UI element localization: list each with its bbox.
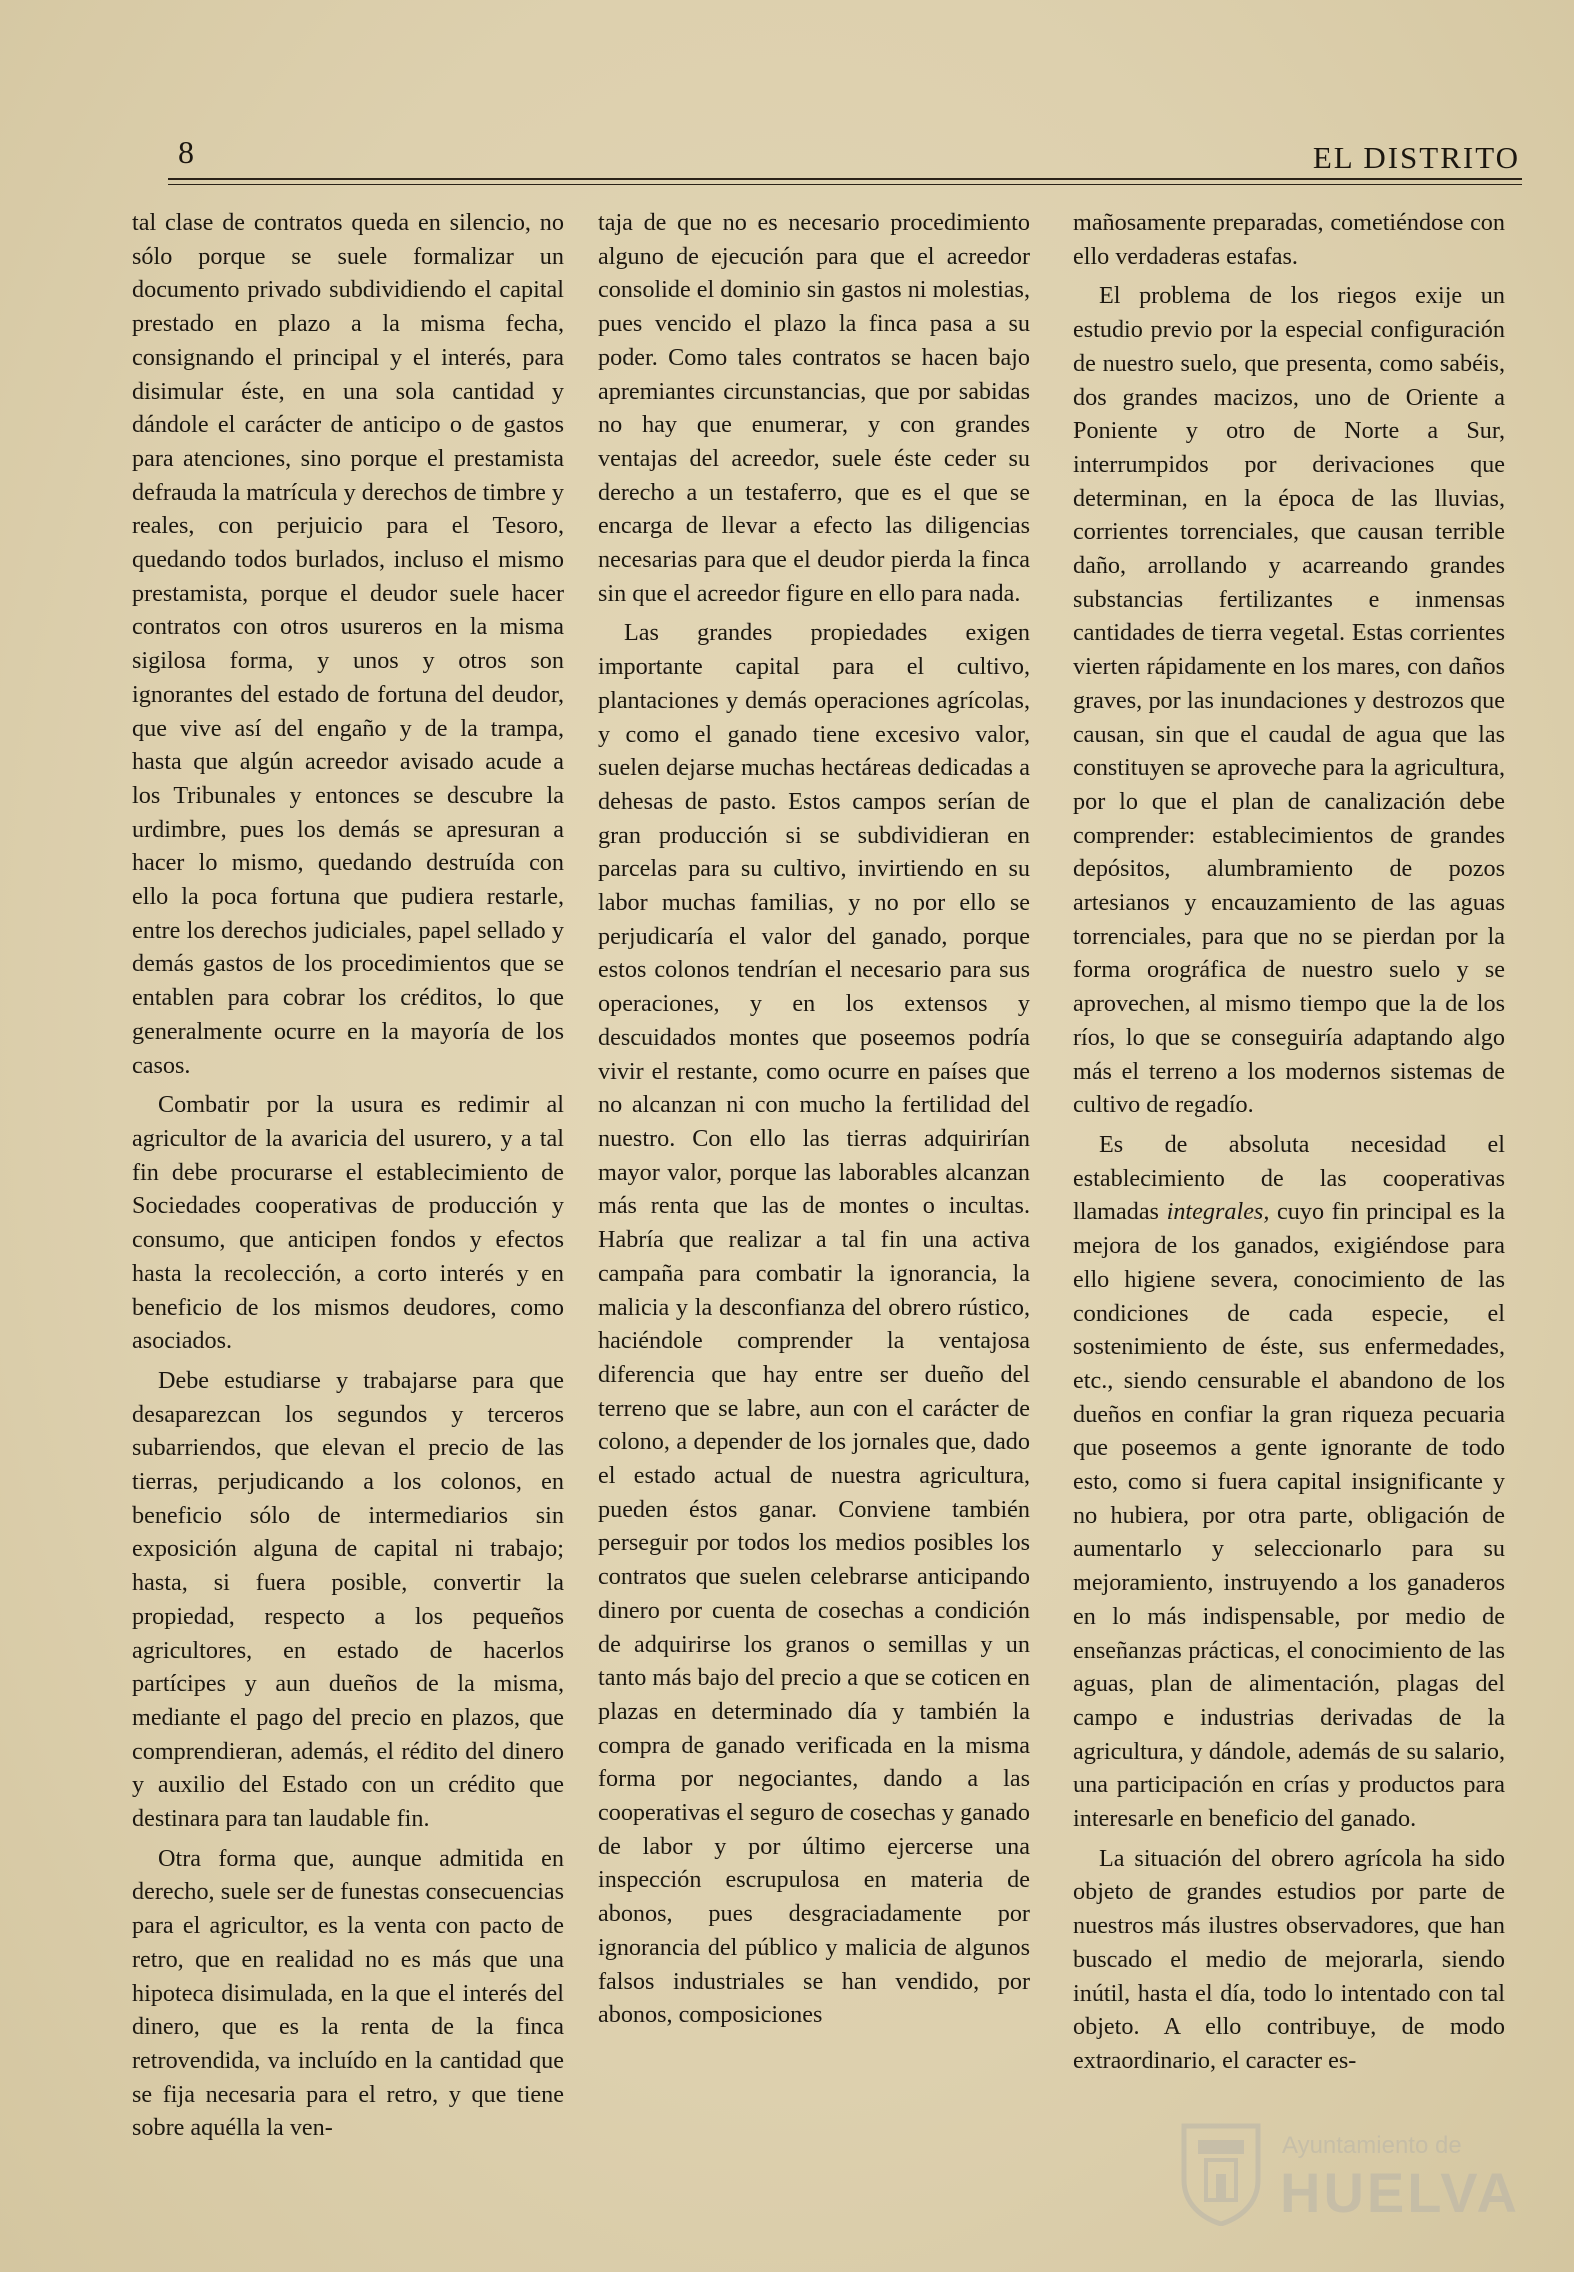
- paragraph: Debe estudiarse y trabajarse para que desaparezcan los segundos y terceros subarriendos, que elevan el precio de las tierras, perjudicando a los colonos, en beneficio sólo de intermediarios sin exposición alguna de capital ni trabajo; hasta, si fuera posible, convertir la propiedad, respecto a los pequeños agricultores, en estado de hacerlos partícipes y aun dueños de la misma, mediante el pago del precio en plazos, que comprendieran, además, el rédito del dinero y auxilio del Estado con un crédito que destinara para tan laudable fin.: [132, 1366, 564, 1833]
- header-rule: [168, 178, 1522, 180]
- coat-of-arms-icon: [1178, 2122, 1264, 2226]
- archive-watermark: [1172, 2122, 1520, 2232]
- paragraph: El problema de los riegos exije un estudio previo por la especial configuración de nuestro suelo, que presenta, como sabéis, dos grandes macizos, uno de Oriente a Poniente y otro de Norte a Sur, interrumpidos por derivaciones que determinan, en la época de las lluvias, corrientes torrenciales, que causan terrible daño, arrollando y acarreando grandes substancias fertilizantes e inmensas cantidades de tierra vegetal. Estas corrientes vierten rápidamente en los mares, con daños graves, por las inundaciones y destrozos que causan, sin que el caudal de agua que las constituyen se aproveche para la agricultura, por lo que el plan de canalización debe comprender: establecimientos de grandes depósitos, alumbramiento de pozos artesianos y encauzamiento de las aguas torrenciales, para que no se pierdan por la forma orográfica de nuestro suelo y se aprovechen, al mismo tiempo que la de los ríos, lo que se conseguiría adaptando algo más el terreno a los modernos sistemas de cultivo de regadío.: [1073, 282, 1505, 1119]
- paragraph: Combatir por la usura es redimir al agricultor de la avaricia del usurero, y a tal fin debe procurarse el establecimiento de Sociedades cooperativas de producción y consumo, que anticipen fondos y efectos hasta la recolección, a corto interés y en beneficio de los mismos deudores, como asociados.: [132, 1091, 564, 1355]
- paragraph-text: cuyo fin principal es la mejora de los ganados, exigiéndose para ello higiene severa, conocimiento de las condiciones de cada especie, el sostenimiento de éste, sus enfermedades, etc., siendo censurable el abandono de los dueños en confiar la gran riqueza pecuaria que poseemos a gente ignorante de todo esto, como si fuera capital insignificante y no hubiera, por otra parte, obligación de aumentarlo y seleccionarlo para su mejoramiento, instruyendo a los ganaderos en lo más indispensable, por medio de enseñanzas prácticas, el conocimiento de las aguas, plan de alimentación, plagas del campo e industrias derivadas de la agricultura, y dándole, además de su salario, una participación en crías y productos para interesarle en beneficio del ganado.: [1073, 1198, 1506, 1833]
- watermark-line-1: Ayuntamiento de: [1282, 2132, 1462, 2159]
- paragraph-text: Es de absoluta necesidad el establecimiento de las cooperativas llamadas: [1073, 1130, 1505, 1226]
- paragraph: mañosamente preparadas, cometiéndose con ello verdaderas estafas.: [1073, 209, 1505, 270]
- article-body: [0, 206, 1574, 2142]
- page-header: [170, 130, 1520, 176]
- text-column-1: [132, 206, 564, 2151]
- paragraph: Otra forma que, aunque admitida en derecho, suele ser de funestas consecuencias para el agricultor, es la venta con pacto de retro, que en realidad no es más que una hipoteca disimulada, en la que el interés del dinero, que es la renta de la finca retrovendida, va incluído en la cantidad que se fija necesaria para el retro, y que tiene sobre aquélla la ven-: [132, 1844, 564, 2142]
- periodical-title: EL DISTRITO: [1312, 140, 1520, 175]
- text-column-2: [598, 206, 1030, 2038]
- header-rule-thin: [168, 184, 1522, 185]
- paragraph: tal clase de contratos queda en silencio, no sólo porque se suele formalizar un documento privado subdividiendo el capital prestado en plazo a la misma fecha, consignando el principal y el interés, para disimular éste, en una sola cantidad y dándole el carácter de anticipo o de gastos para atenciones, sino porque el prestamista defrauda la matrícula y derechos de timbre y reales, con perjuicio para el Tesoro, quedando todos burlados, incluso el mismo prestamista, porque el deudor suele hacer contratos con otros usureros en la misma sigilosa forma, y unos y otros son ignorantes del estado de fortuna del deudor, que vive así del engaño y de la trampa, hasta que algún acreedor avisado acude a los Tribunales y entonces se descubre la urdimbre, pues los demás se apresuran a hacer lo mismo, quedando destruída con ello la poca fortuna que pudiera restarle, entre los derechos judiciales, papel sellado y demás gastos de los procedimientos que se entablen para cobrar los créditos, lo que generalmente ocurre en la mayoría de los casos.: [132, 209, 564, 1079]
- page-number: 8: [178, 134, 194, 170]
- paragraph-with-italic: [1073, 1128, 1505, 1836]
- paragraph: taja de que no es necesario procedimiento alguno de ejecución para que el acreedor consolide el dominio sin gastos ni molestias, pues vencido el plazo la finca pasa a su poder. Como tales contratos se hacen bajo apremiantes circunstancias, que por sabidas no hay que enumerar, y con grandes ventajas del acreedor, suele éste ceder su derecho a un testaferro, que es el que se encarga de llevar a efecto las diligencias necesarias para que el deudor pierda la finca sin que el acreedor figure en ello para nada.: [598, 209, 1030, 607]
- text-column-3: [1073, 206, 1505, 2084]
- paragraph: Las grandes propiedades exigen importante capital para el cultivo, plantaciones y demás operaciones agrícolas, y como el ganado tiene excesivo valor, suelen dejarse muchas hectáreas dedicadas a dehesas de pasto. Estos campos serían de gran producción si se subdividieran en parcelas para su cultivo, invirtiendo en su labor muchas familias, y no por ello se perjudicaría el valor del ganado, porque estos colonos tendrían el necesario para sus operaciones, y en los extensos y descuidados montes que poseemos podría vivir el restante, como ocurre en países que no alcanzan ni con mucho la fertilidad del nuestro. Con ello las tierras adquirirían mayor valor, porque las laborables alcanzan más renta que las de montes o incultas. Habría que realizar a tal fin una activa campaña para combatir la ignorancia, la malicia y la desconfianza del obrero rústico, haciéndole comprender la ventajosa diferencia que hay entre ser dueño del terreno que se labre, aun con el carácter de colono, a depender de los jornales que, dado el estado actual de nuestra agricultura, pueden éstos ganar. Conviene también perseguir por todos los medios posibles los contratos que suelen celebrarse anticipando dinero por cuenta de cosechas a condición de adquirirse los granos o semillas y un tanto más bajo del precio a que se coticen en plazas en determinado día y también la compra de ganado verificada en la misma forma por negociantes, dando a las cooperativas el seguro de cosechas y ganado de labor y por último ejercerse una inspección escrupulosa en materia de abonos, pues desgraciadamente por ignorancia del público y malicia de algunos falsos industriales se han vendido, por abonos, composiciones: [598, 619, 1030, 2029]
- paragraph: La situación del obrero agrícola ha sido objeto de grandes estudios por parte de nuestros más ilustres observadores, que han buscado el medio de mejorarla, siendo inútil, hasta el día, todo lo intentado con tal objeto. A ello contribuye, de modo extraordinario, el caracter es-: [1073, 1844, 1505, 2074]
- italic-term: integrales,: [1166, 1198, 1270, 1226]
- watermark-line-2: HUELVA: [1280, 2161, 1520, 2224]
